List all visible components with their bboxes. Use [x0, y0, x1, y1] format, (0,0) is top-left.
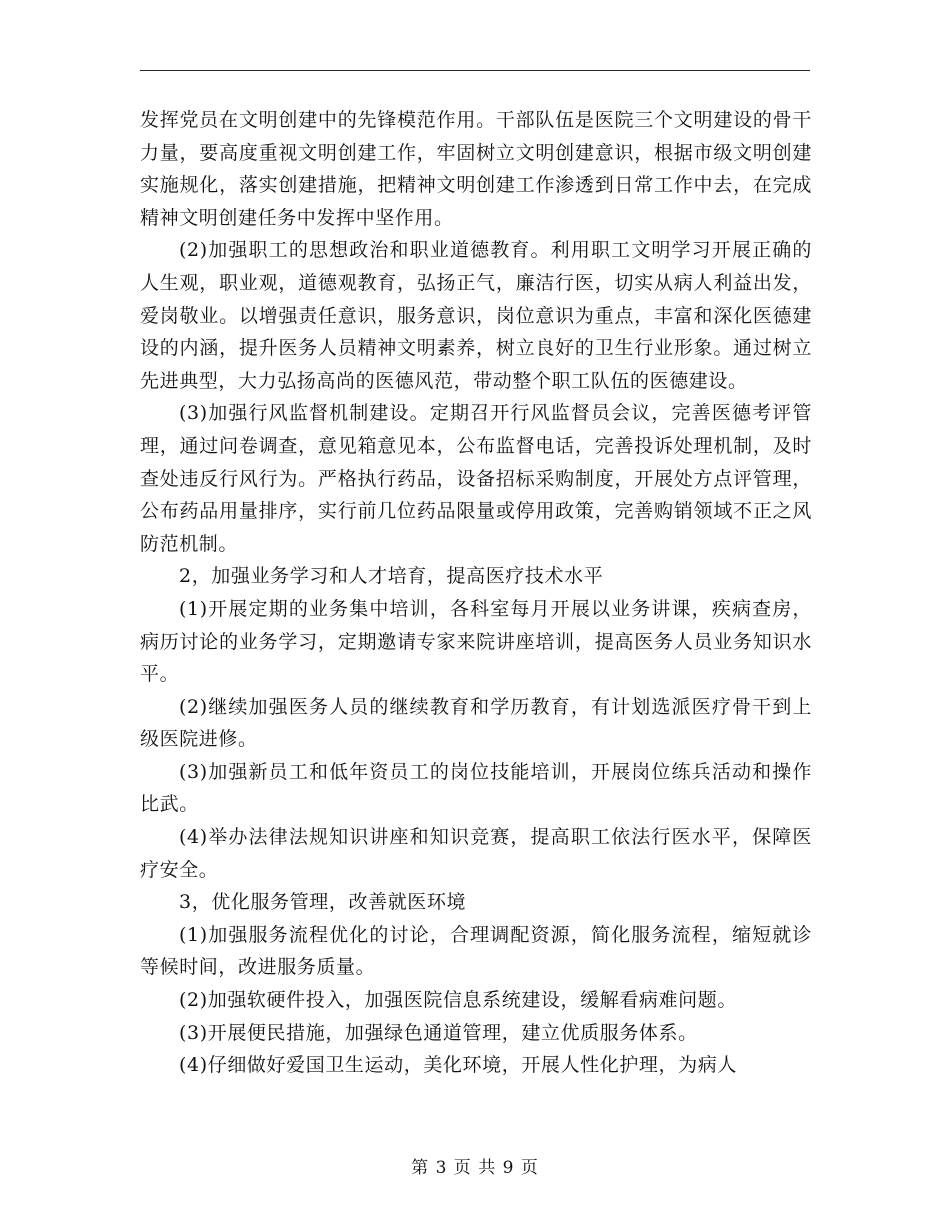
- section-heading: 2，加强业务学习和人才培育，提高医疗技术水平: [179, 565, 604, 588]
- paragraph: (1)开展定期的业务集中培训，各科室每月开展以业务讲课，疾病查房，病历讨论的业务学习，定期邀请专家来院讲座培训，提高医务人员业务知识水平。: [140, 597, 812, 686]
- paragraph: (1)加强服务流程优化的讨论，合理调配资源，简化服务流程，缩短就诊等候时间，改进服务质量。: [140, 923, 812, 979]
- document-body: [140, 104, 812, 1082]
- paragraph: (4)仔细做好爱国卫生运动，美化环境，开展人性化护理，为病人: [179, 1054, 737, 1077]
- paragraph: (2)继续加强医务人员的继续教育和学历教育，有计划选派医疗骨干到上级医院进修。: [140, 695, 812, 751]
- header-rule: [140, 70, 810, 71]
- paragraph: (2)加强职工的思想政治和职业道德教育。利用职工文明学习开展正确的人生观，职业观，道德观教育，弘扬正气，廉洁行医，切实从病人利益出发，爱岗敬业。以增强责任意识，服务意识，岗位意识为重点，丰富和深化医德建设的内涵，提升医务人员精神文明素养，树立良好的卫生行业形象。通过树立先进典型，大力弘扬高尚的医德风范，带动整个职工队伍的医德建设。: [140, 239, 812, 392]
- paragraph: (2)加强软硬件投入，加强医院信息系统建设，缓解看病难问题。: [179, 989, 737, 1012]
- section-heading: 3，优化服务管理，改善就医环境: [179, 891, 467, 914]
- paragraph: (3)加强新员工和低年资员工的岗位技能培训，开展岗位练兵活动和操作比武。: [140, 760, 812, 816]
- paragraph: 发挥党员在文明创建中的先锋模范作用。干部队伍是医院三个文明建设的骨干力量，要高度重视文明创建工作，牢固树立文明创建意识，根据市级文明创建实施规化，落实创建措施，把精神文明创建工作渗透到日常工作中去，在完成精神文明创建任务中发挥中坚作用。: [140, 109, 812, 229]
- paragraph: (3)加强行风监督机制建设。定期召开行风监督员会议，完善医德考评管理，通过问卷调查，意见箱意见本，公布监督电话，完善投诉处理机制，及时查处违反行风行为。严格执行药品，设备招标采购制度，开展处方点评管理，公布药品用量排序，实行前几位药品限量或停用政策，完善购销领域不正之风防范机制。: [140, 402, 812, 555]
- paragraph: (3)开展便民措施，加强绿色通道管理，建立优质服务体系。: [179, 1021, 698, 1044]
- page-number: 第 3 页 共 9 页: [411, 1158, 539, 1178]
- paragraph: (4)举办法律法规知识讲座和知识竞赛，提高职工依法行医水平，保障医疗安全。: [140, 826, 812, 881]
